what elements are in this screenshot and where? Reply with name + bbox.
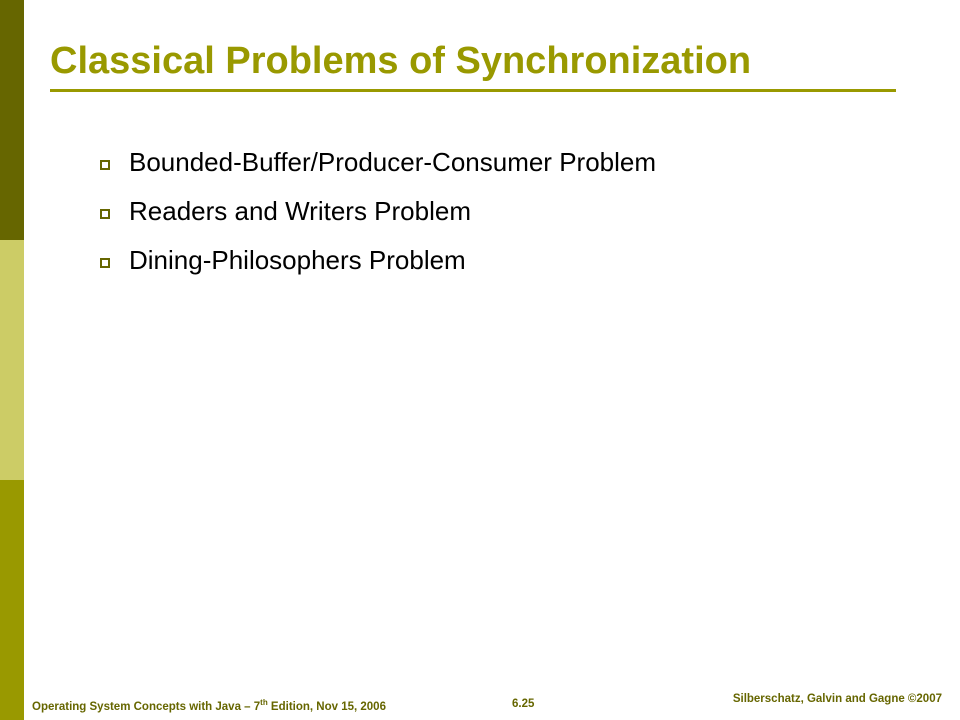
footer-book-info xyxy=(32,698,386,713)
footer-book-suffix: Edition, Nov 15, 2006 xyxy=(267,700,386,713)
sidebar-stripe-light xyxy=(0,240,24,480)
square-bullet-icon xyxy=(100,258,110,268)
bullet-text: Dining-Philosophers Problem xyxy=(129,245,466,275)
bullet-text: Bounded-Buffer/Producer-Consumer Problem xyxy=(129,147,657,177)
list-item xyxy=(100,138,656,187)
list-item xyxy=(100,187,656,236)
square-bullet-icon xyxy=(100,160,110,170)
sidebar-stripe-olive xyxy=(0,480,24,720)
footer-book-prefix: Operating System Concepts with Java – 7 xyxy=(32,700,261,713)
slide-title: Classical Problems of Synchronization xyxy=(50,40,752,82)
footer-book-superscript: th xyxy=(260,698,268,707)
bullet-list xyxy=(100,138,656,285)
title-underline xyxy=(50,89,896,92)
sidebar-stripe-dark xyxy=(0,0,24,240)
list-item xyxy=(100,236,656,285)
square-bullet-icon xyxy=(100,209,110,219)
page-number: 6.25 xyxy=(512,698,535,710)
footer-authors: Silberschatz, Galvin and Gagne ©2007 xyxy=(732,693,942,705)
bullet-text: Readers and Writers Problem xyxy=(129,196,471,226)
